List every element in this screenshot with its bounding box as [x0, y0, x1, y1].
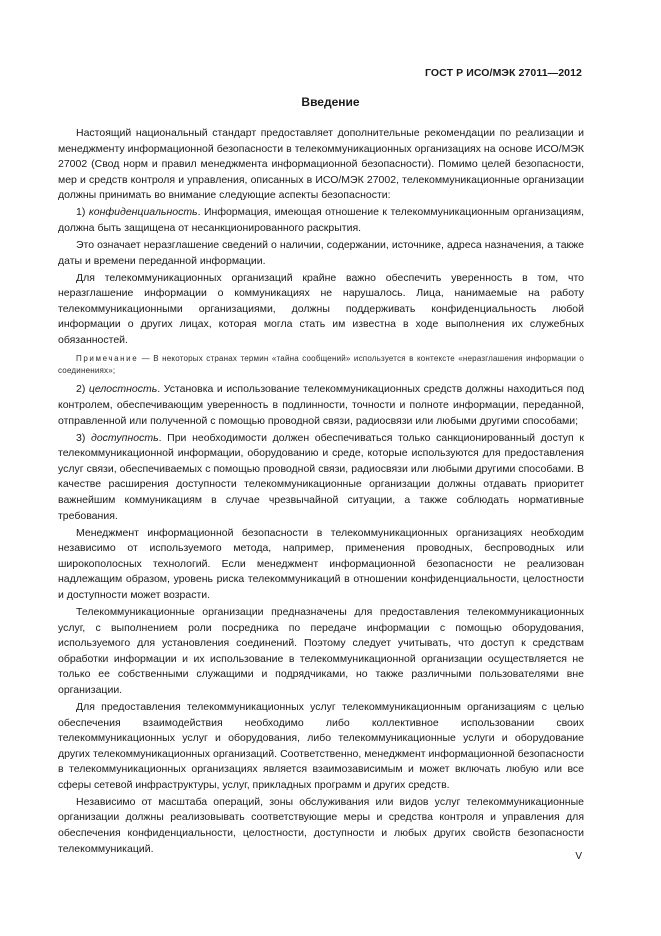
list-item-integrity: [58, 382, 584, 429]
paragraph-scale: Независимо от масштаба операций, зоны обслуживания или видов услуг телекоммуникационные организации должны реализовывать соответствующие меры и средства контроля и управления для обеспечения конфиденциальности, целостности, доступности и любых других свойств безопасности телекоммуникаций.: [58, 795, 584, 855]
document-header-code: ГОСТ Р ИСО/МЭК 27011—2012: [424, 67, 582, 79]
list-item-text: . Установка и использование телекоммуникационных средств должны находиться под контролем, обеспечивающим уверенность в подлинности, точности и полноте информации, переданной, отправленной или полученной с помощью проводной связи, радиосвязи или любыми другими способами;: [58, 383, 584, 427]
list-item-text: . Информация, имеющая отношение к телекоммуникационным организациям, должна быть защищена от несанкционированного раскрытия.: [58, 206, 584, 234]
paragraph-management: Менеджмент информационной безопасности в телекоммуникационных организациях необходим независимо от используемого метода, например, применения проводных, беспроводных или широкополосных технологий. Если менеджмент информационной безопасности не реализован надлежащим образом, уровень риска телекоммуникаций в отношении конфиденциальности, целостности и доступности может возрасти.: [58, 526, 584, 601]
list-item-text: . При необходимости должен обеспечиваться только санкционированный доступ к телекоммуникационной информации, оборудованию и среде, которые используются для предоставления услуг связи, обеспечиваемых с помощью проводной связи, радиосвязи или любыми другими способами. В качестве расширения доступности телекоммуникационные организации должны отдавать приоритет важнейшим коммуникациям в случае чрезвычайной ситуации, а также соблюдать нормативные требования.: [58, 431, 584, 522]
list-item-number: 1): [76, 206, 86, 219]
paragraph-nondisclosure: Это означает неразглашение сведений о наличии, содержании, источнике, адреса назначения, а также даты и времени переданной информации.: [58, 238, 584, 267]
document-body: [58, 126, 584, 859]
list-item-availability: [58, 431, 584, 525]
term-integrity: целостность: [88, 383, 158, 396]
term-confidentiality: конфиденциальность: [88, 206, 198, 219]
paragraph-importance: Для телекоммуникационных организаций крайне важно обеспечить уверенность в том, что неразглашение информации о коммуникациях не нарушалось. Лица, нанимаемые на работу телекоммуникационными организациями, должны поддерживать конфиденциальность любой информации о других лицах, которая могла стать им известна в ходе выполнения их служебных обязанностей.: [58, 271, 584, 346]
page-number: V: [575, 851, 582, 862]
list-item-number: 3): [76, 431, 86, 444]
note-paragraph: [58, 353, 584, 377]
note-label: Примечание: [76, 354, 139, 364]
list-item-confidentiality: [58, 205, 584, 236]
intro-paragraph: Настоящий национальный стандарт предоставляет дополнительные рекомендации по реализации и менеджменту информационной безопасности в телекоммуникационных организациях на основе ИСО/МЭК 27002 (Свод норм и правил менеджмента информационной безопасности). Помимо целей безопасности, мер и средств контроля и управления, описанных в ИСО/МЭК 27002, телекоммуникационные организации должны принимать во внимание следующие аспекты безопасности:: [58, 127, 584, 202]
page-title: Введение: [301, 95, 360, 109]
list-item-number: 2): [76, 383, 86, 396]
paragraph-organizations: Телекоммуникационные организации предназначены для предоставления телекоммуникационных услуг, с выполнением роли посредника по передаче информации с помощью оборудования, используемого для установления соединений. Поэтому следует учитывать, что доступ к средствам обработки информации и их использование в телекоммуникационной организации осуществляется не только ее собственными служащими и подрядчиками, но также различными пользователями вне организации.: [58, 605, 584, 696]
note-text: — В некоторых странах термин «тайна сообщений» используется в контексте «неразглашения информации о соединениях»;: [58, 354, 584, 376]
term-availability: доступность: [91, 431, 159, 444]
paragraph-interaction: Для предоставления телекоммуникационных услуг телекоммуникационным организациям с целью обеспечения взаимодействия необходимо либо коллективное использовании своих телекоммуникационных услуг и оборудования, либо телекоммуникационные услуги и оборудование других телекоммуникационных организаций. Соответственно, менеджмент информационной безопасности в телекоммуникационных организациях является взаимозависимым и может включать любую или все сферы сетевой инфраструктуры, услуг, прикладных программ и других средств.: [58, 700, 584, 791]
